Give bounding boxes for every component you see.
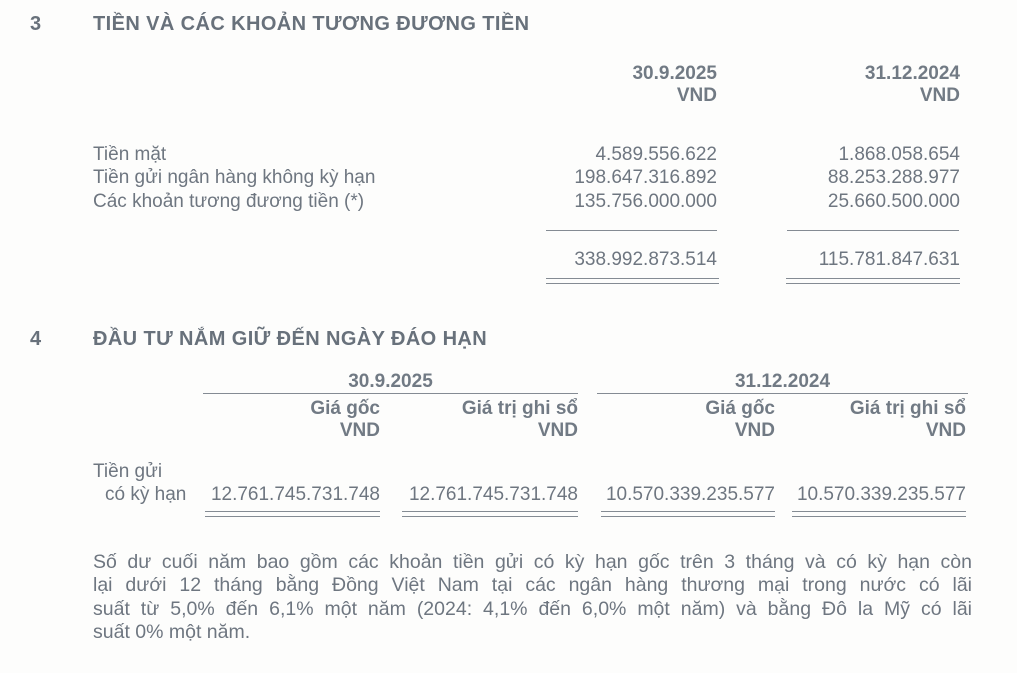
section3-column-header-2: [760, 63, 960, 107]
table-row: [93, 166, 960, 189]
row-value: 4.589.556.622: [595, 144, 717, 165]
total-top-rule: [546, 230, 717, 231]
section3-column-header-1: [517, 63, 717, 107]
subcolumn-unit: VND: [537, 420, 578, 441]
row-value: 135.756.000.000: [574, 190, 717, 212]
table-row: [93, 190, 960, 213]
column-header-unit: VND: [676, 85, 717, 106]
deposit-label-line2: có kỳ hạn: [105, 484, 187, 505]
row-label: Tiền gửi ngân hàng không kỳ hạn: [93, 167, 376, 189]
row-value: 25.660.500.000: [827, 190, 960, 212]
period-group-header: 31.12.2024: [734, 371, 831, 392]
deposit-value: 10.570.339.235.577: [796, 484, 966, 505]
section4-title: ĐẦU TƯ NẮM GIỮ ĐẾN NGÀY ĐÁO HẠN: [93, 328, 488, 350]
section3-table-body: [93, 143, 960, 213]
period-group-underline: [597, 393, 968, 394]
row-value: 1.868.058.654: [838, 144, 960, 165]
subcolumn-header: [790, 398, 966, 442]
value-double-rule: [792, 511, 966, 517]
value-double-rule: [601, 511, 775, 517]
row-label: Tiền mặt: [93, 144, 167, 165]
note-line: Số dư cuối năm bao gồm các khoản tiền gửi có kỳ hạn gốc trên 3 tháng và có kỳ hạn còn: [93, 551, 972, 573]
total-value: 115.781.847.631: [818, 249, 960, 270]
note-line: suất từ 5,0% đến 6,1% một năm (2024: 4,1% đến 6,0% một năm) và bằng Đô la Mỹ có lãi: [93, 597, 972, 620]
subcolumn-label: Giá trị ghi sổ: [849, 398, 966, 419]
subcolumn-unit: VND: [734, 420, 775, 441]
value-double-rule: [205, 511, 380, 517]
total-double-rule: [546, 278, 719, 284]
column-header-unit: VND: [919, 85, 960, 106]
column-header-date: 30.9.2025: [632, 63, 717, 84]
table-row: [93, 143, 960, 166]
deposit-label-line1: Tiền gửi: [93, 461, 163, 482]
row-label: Các khoản tương đương tiền (*): [93, 190, 365, 212]
note-paragraph: [93, 551, 972, 644]
total-top-rule: [787, 230, 959, 231]
deposit-value: 12.761.745.731.748: [210, 484, 380, 505]
subcolumn-label: Giá gốc: [310, 398, 380, 419]
deposit-value: 10.570.339.235.577: [605, 484, 775, 505]
subcolumn-unit: VND: [339, 420, 380, 441]
section3-number: 3: [30, 13, 42, 35]
row-value: 198.647.316.892: [574, 167, 717, 189]
section4-number: 4: [30, 328, 42, 350]
subcolumn-label: Giá gốc: [705, 398, 775, 419]
period-group-underline: [203, 393, 578, 394]
note-line: lại dưới 12 tháng bằng Đồng Việt Nam tại các ngân hàng thương mại trong nước có lãi: [93, 574, 972, 597]
subcolumn-header: [203, 398, 380, 442]
value-double-rule: [402, 511, 578, 517]
section3-title: TIỀN VÀ CÁC KHOẢN TƯƠNG ĐƯƠNG TIỀN: [93, 13, 530, 35]
total-value: 338.992.873.514: [574, 249, 717, 270]
subcolumn-unit: VND: [925, 420, 966, 441]
period-group-header: 30.9.2025: [348, 371, 433, 392]
note-line: suất 0% một năm.: [93, 620, 251, 643]
row-value: 88.253.288.977: [827, 167, 960, 189]
subcolumn-header: [598, 398, 775, 442]
subcolumn-label: Giá trị ghi sổ: [461, 398, 578, 419]
subcolumn-header: [401, 398, 578, 442]
column-header-date: 31.12.2024: [864, 63, 960, 84]
deposit-value: 12.761.745.731.748: [408, 484, 578, 505]
total-double-rule: [786, 278, 960, 284]
